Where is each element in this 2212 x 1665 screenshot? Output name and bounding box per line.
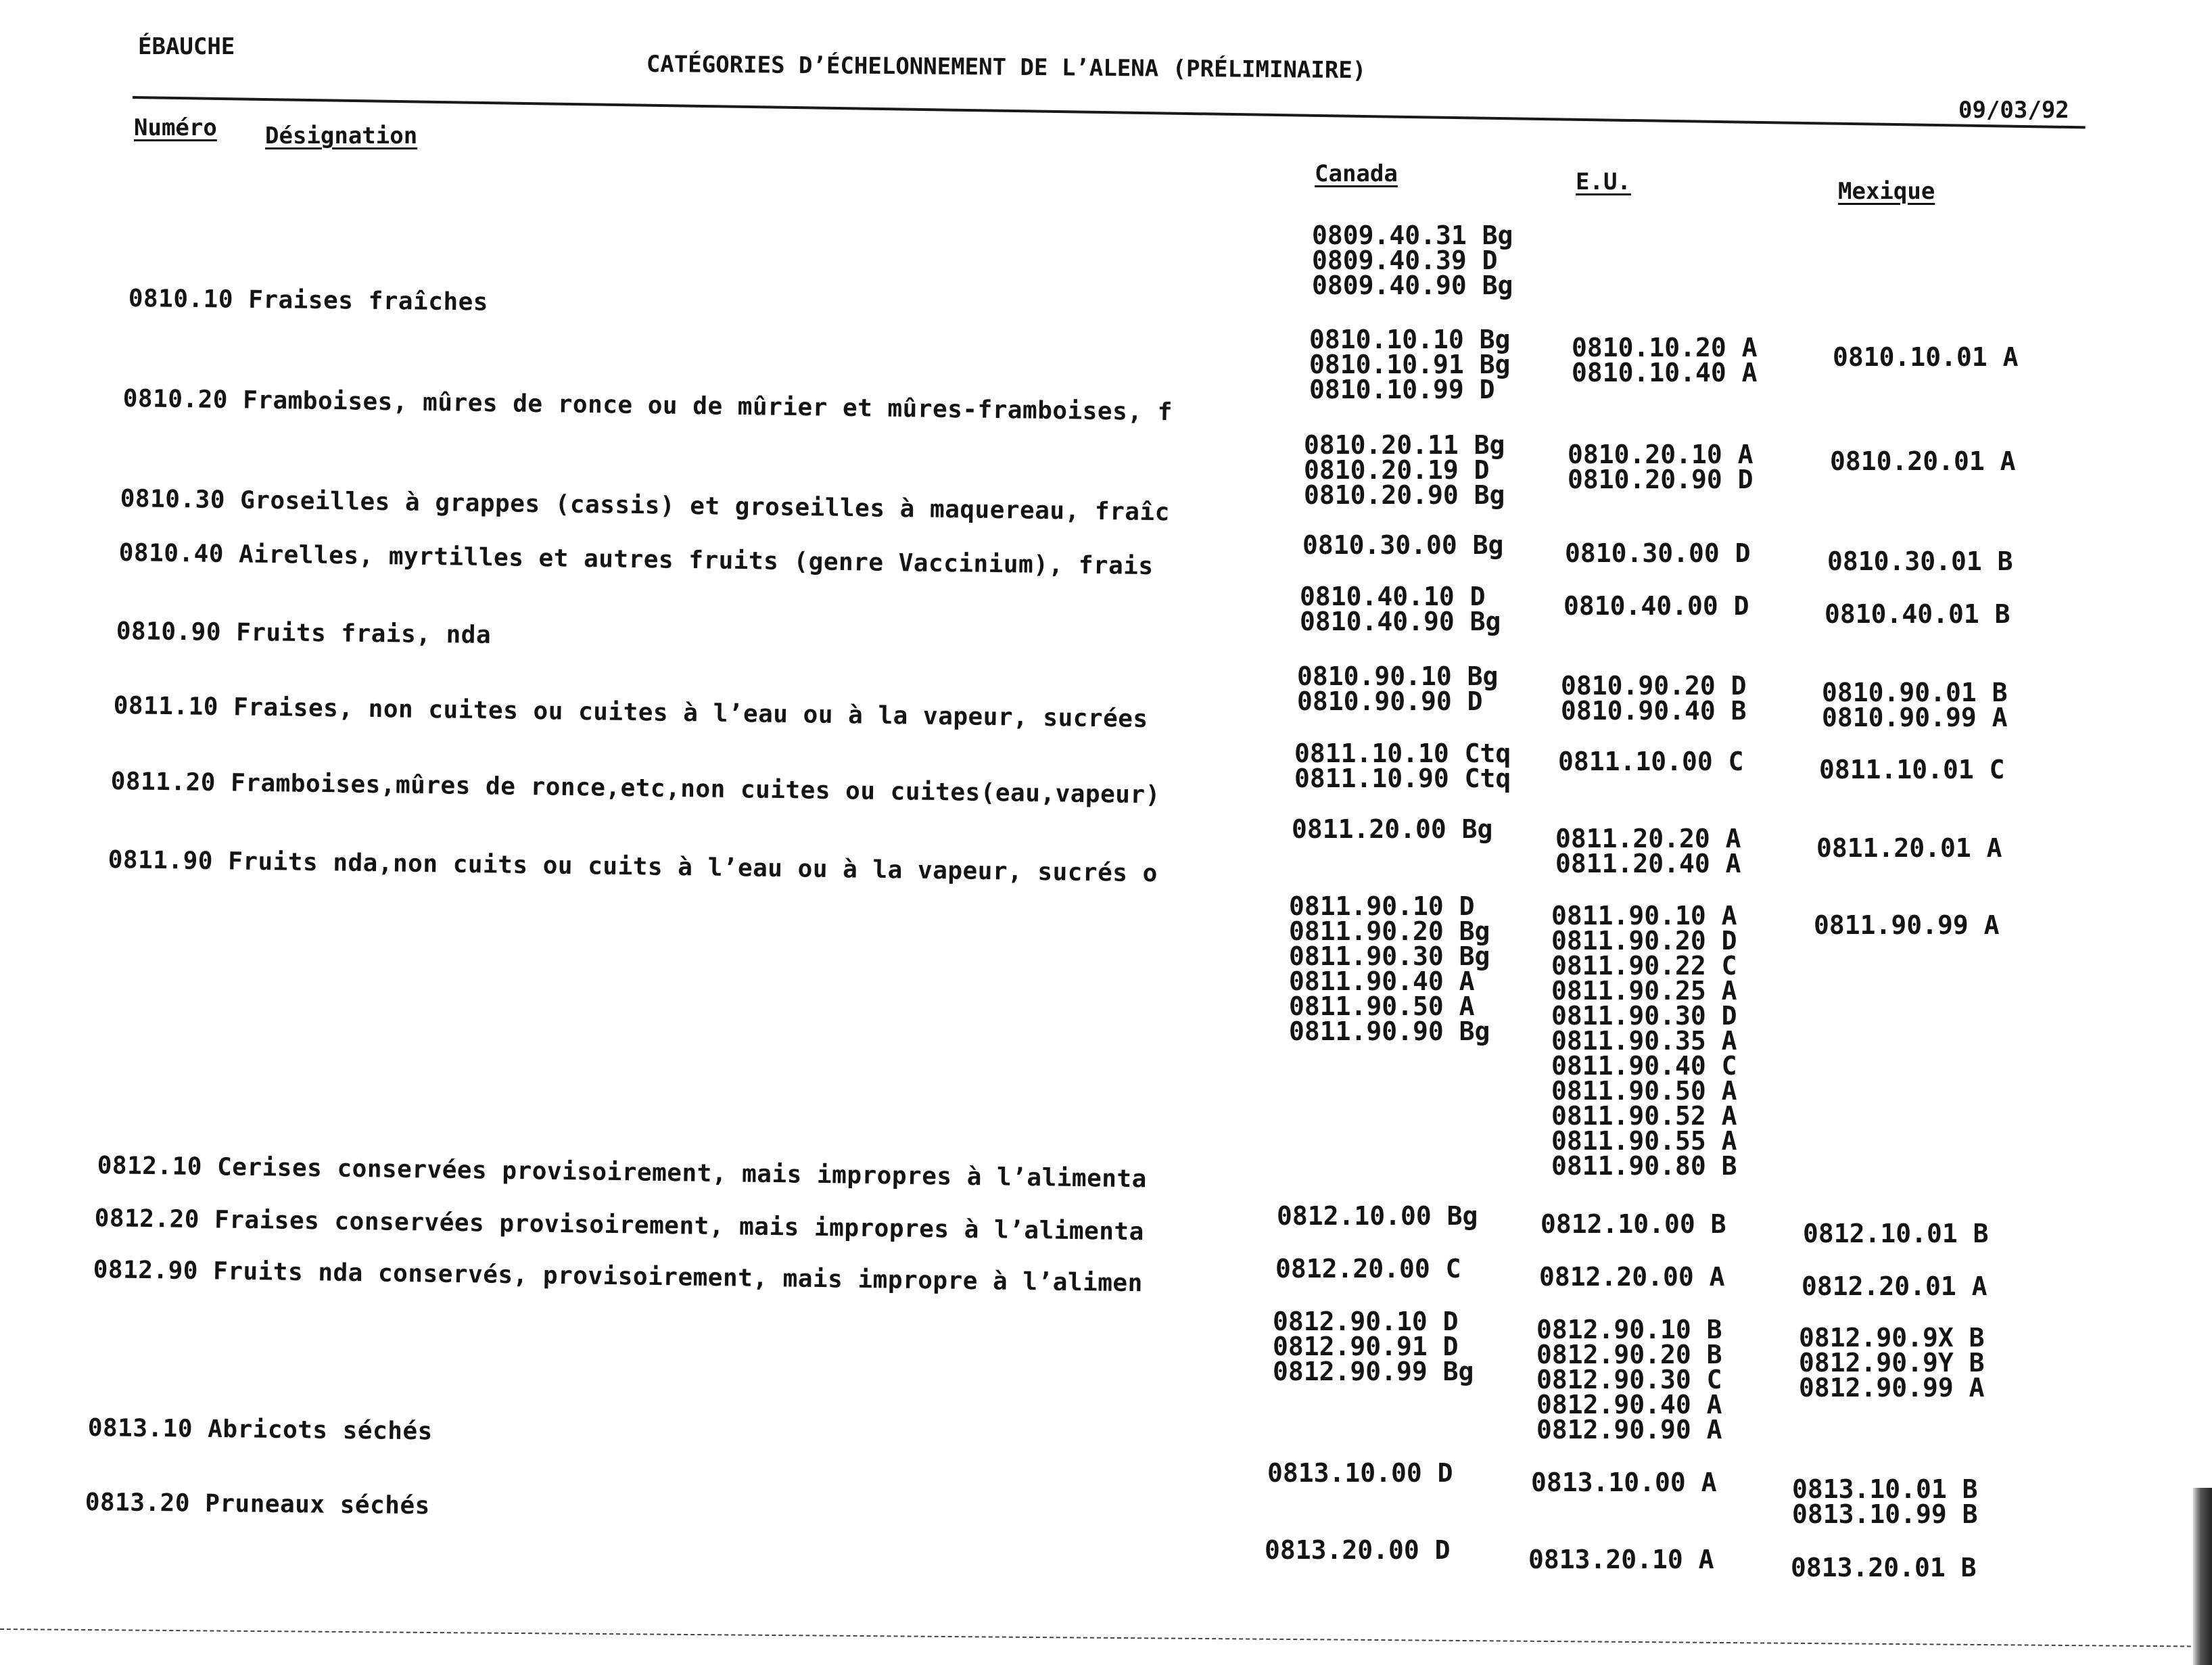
column-header-canada: Canada bbox=[1315, 160, 1398, 187]
column-header-eu: E.U. bbox=[1576, 168, 1631, 195]
canada-codes: 0811.20.00 Bg bbox=[1292, 814, 1493, 844]
mexique-codes: 0810.20.01 A bbox=[1830, 446, 2016, 476]
mexique-codes: 0812.90.9X B 0812.90.9Y B 0812.90.99 A bbox=[1799, 1323, 1985, 1403]
canada-codes: 0810.10.10 Bg 0810.10.91 Bg 0810.10.99 D bbox=[1309, 325, 1511, 404]
item-description: 0812.20 Fraises conservées provisoirement, mais impropres à l’alimenta bbox=[94, 1204, 1145, 1246]
mexique-codes: 0810.40.01 B bbox=[1825, 599, 2010, 629]
draft-label: ÉBAUCHE bbox=[138, 33, 235, 60]
item-description: 0811.20 Framboises,mûres de ronce,etc,non cuites ou cuites(eau,vapeur) bbox=[110, 768, 1161, 810]
eu-codes: 0813.20.10 A bbox=[1528, 1545, 1714, 1574]
mexique-codes: 0812.10.01 B bbox=[1803, 1219, 1989, 1248]
column-header-mexique: Mexique bbox=[1838, 178, 1935, 205]
eu-codes: 0810.40.00 D bbox=[1563, 591, 1749, 621]
eu-codes: 0813.10.00 A bbox=[1531, 1468, 1717, 1497]
bottom-edge-line bbox=[0, 1628, 2191, 1647]
eu-codes: 0812.10.00 B bbox=[1540, 1209, 1726, 1239]
item-description: 0811.90 Fruits nda,non cuits ou cuits à l’eau ou à la vapeur, sucrés o bbox=[108, 846, 1158, 888]
mexique-codes: 0813.10.01 B 0813.10.99 B bbox=[1792, 1474, 1978, 1529]
canada-codes: 0813.10.00 D bbox=[1267, 1458, 1453, 1488]
canada-codes-pre: 0809.40.31 Bg 0809.40.39 D 0809.40.90 Bg bbox=[1312, 220, 1513, 300]
mexique-codes: 0812.20.01 A bbox=[1802, 1271, 1987, 1301]
document-title: CATÉGORIES D’ÉCHELONNEMENT DE L’ALENA (PRÉLIMINAIRE) bbox=[646, 51, 1367, 85]
mexique-codes: 0810.10.01 A bbox=[1833, 342, 2019, 372]
item-description: 0810.10 Fraises fraîches bbox=[128, 285, 489, 316]
canada-codes: 0812.90.10 D 0812.90.91 D 0812.90.99 Bg bbox=[1273, 1307, 1474, 1386]
canada-codes: 0810.90.10 Bg 0810.90.90 D bbox=[1297, 661, 1499, 716]
mexique-codes: 0810.30.01 B bbox=[1827, 546, 2013, 576]
eu-codes: 0810.10.20 A 0810.10.40 A bbox=[1572, 333, 1758, 388]
header-rule bbox=[133, 96, 2086, 128]
mexique-codes: 0811.20.01 A bbox=[1816, 833, 2002, 863]
column-header-numero: Numéro bbox=[134, 114, 217, 141]
scan-edge-shadow bbox=[2193, 1488, 2212, 1665]
column-header-designation: Désignation bbox=[265, 122, 418, 149]
canada-codes: 0810.30.00 Bg bbox=[1302, 530, 1504, 560]
item-description: 0810.30 Groseilles à grappes (cassis) et groseilles à maquereau, fraîc bbox=[120, 485, 1171, 527]
mexique-codes: 0811.10.01 C bbox=[1819, 755, 2005, 784]
canada-codes: 0811.90.10 D 0811.90.20 Bg 0811.90.30 Bg 0811.90.40 A 0811.90.50 A 0811.90.90 Bg bbox=[1289, 891, 1490, 1046]
item-description: 0811.10 Fraises, non cuites ou cuites à l’eau ou à la vapeur, sucrées bbox=[113, 692, 1148, 734]
mexique-codes: 0813.20.01 B bbox=[1791, 1553, 1977, 1582]
item-description: 0813.10 Abricots séchés bbox=[87, 1414, 433, 1446]
canada-codes: 0811.10.10 Ctq 0811.10.90 Ctq bbox=[1294, 738, 1511, 793]
item-description: 0810.90 Fruits frais, nda bbox=[116, 617, 492, 649]
eu-codes: 0812.20.00 A bbox=[1539, 1262, 1725, 1292]
item-description: 0813.20 Pruneaux séchés bbox=[85, 1488, 431, 1520]
mexique-codes: 0810.90.01 B 0810.90.99 A bbox=[1822, 678, 2008, 732]
eu-codes: 0810.30.00 D bbox=[1565, 538, 1751, 568]
canada-codes: 0813.20.00 D bbox=[1265, 1535, 1451, 1565]
eu-codes: 0810.20.10 A 0810.20.90 D bbox=[1568, 440, 1754, 494]
eu-codes: 0811.10.00 C bbox=[1558, 747, 1744, 776]
eu-codes: 0812.90.10 B 0812.90.20 B 0812.90.30 C 0812.90.40 A 0812.90.90 A bbox=[1536, 1315, 1722, 1445]
item-description: 0812.10 Cerises conservées provisoirement, mais impropres à l’alimenta bbox=[97, 1152, 1148, 1194]
item-description: 0810.20 Framboises, mûres de ronce ou de mûrier et mûres-framboises, f bbox=[122, 385, 1173, 427]
canada-codes: 0810.40.10 D 0810.40.90 Bg bbox=[1300, 582, 1501, 636]
document-date: 09/03/92 bbox=[1958, 97, 2069, 124]
eu-codes: 0810.90.20 D 0810.90.40 B bbox=[1561, 671, 1747, 726]
eu-codes: 0811.20.20 A 0811.20.40 A bbox=[1555, 824, 1741, 878]
canada-codes: 0812.10.00 Bg bbox=[1277, 1201, 1478, 1231]
item-description: 0810.40 Airelles, myrtilles et autres fruits (genre Vaccinium), frais bbox=[118, 539, 1154, 581]
canada-codes: 0810.20.11 Bg 0810.20.19 D 0810.20.90 Bg bbox=[1304, 430, 1505, 510]
item-description: 0812.90 Fruits nda conservés, provisoirement, mais impropre à l’alimen bbox=[93, 1256, 1144, 1298]
canada-codes: 0812.20.00 C bbox=[1275, 1254, 1461, 1284]
eu-codes: 0811.90.10 A 0811.90.20 D 0811.90.22 C 0811.90.25 A 0811.90.30 D 0811.90.35 A 0811.90.40 C 0811.90.50 A 0811.90.52 A 0811.90.55 A 0811.90.80 B bbox=[1551, 901, 1737, 1181]
mexique-codes: 0811.90.99 A bbox=[1814, 910, 2000, 940]
